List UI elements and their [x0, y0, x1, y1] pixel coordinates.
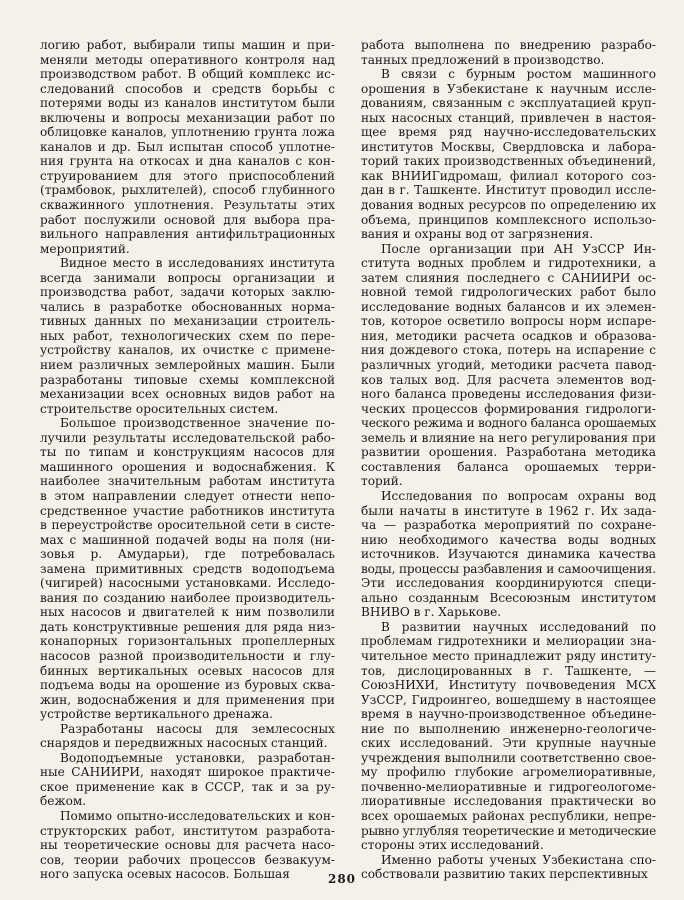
- text-line: почвенно-мелиоративные и гидрогеологоме-: [361, 779, 656, 794]
- text-line: разработаны типовые схемы комплексной: [40, 372, 335, 387]
- text-line: составления баланса орошаемых терри-: [361, 459, 656, 474]
- page-number: 280: [327, 872, 357, 886]
- text-line: вильного направления антифильтрационных: [40, 227, 336, 242]
- text-line: облицовке каналов, уплотнению грунта ложа: [40, 125, 335, 140]
- text-line: Именно работы ученых Узбекистана спо-: [381, 852, 656, 867]
- text-line: вания и охраны вод от загрязнения.: [361, 227, 594, 242]
- text-line: ного баланса проведены исследования физи-: [361, 387, 656, 402]
- text-line: устройству каналов, их очистке с примене-: [40, 343, 335, 358]
- text-line: логию работ, выбирали типы машин и при-: [40, 38, 336, 52]
- text-line: дан в г. Ташкенте. Институт проводил иссле-: [361, 183, 657, 198]
- text-line: потерями воды из каналов институтом были: [40, 96, 336, 111]
- text-line: ные САНИИРИ, находят широкое практиче-: [40, 765, 335, 780]
- text-line: жин, водоснабжения и для применения при: [40, 692, 335, 707]
- text-line: ВНИВО в г. Харькове.: [361, 605, 502, 620]
- text-line: ния дождевого стока, потерь на испарение с: [361, 343, 657, 358]
- text-line: ты по типам и конструкциям насосов для: [40, 445, 336, 460]
- text-line: каналов и др. Был испытан способ уплотне-: [40, 139, 336, 154]
- text-line: земель и влияние на него регулирования при: [361, 430, 656, 445]
- text-line: бежом.: [40, 794, 87, 809]
- text-line: лучили результаты исследовательской рабо-: [40, 430, 336, 445]
- text-line: мах с машинной подачей воды на поля (ни-: [40, 532, 335, 547]
- text-line: ально созданным Всесоюзным институтом: [361, 590, 657, 605]
- text-line: ков талых вод. Для расчета элементов вод-: [361, 372, 656, 387]
- text-line: проблемам гидротехники и мелиорации зна-: [361, 634, 656, 649]
- text-line: щее время ряд научно-исследовательских: [361, 125, 657, 140]
- text-line: ных работ, технологических схем по пере-: [40, 328, 336, 343]
- text-line: как ВНИИГидромаш, филиал которого соз-: [361, 168, 656, 183]
- text-line: строительстве оросительных систем.: [40, 401, 279, 416]
- text-line: сов, теории рабочих процессов безвакуум-: [40, 852, 335, 867]
- right-column: [361, 38, 656, 882]
- text-line: средственное участие работников института: [40, 503, 335, 518]
- text-line: чались в разработке обоснованных норма-: [40, 299, 336, 314]
- text-line: Помимо опытно-исследовательских и кон-: [60, 808, 335, 823]
- text-line: чительное место принадлежит ряду институ-: [361, 648, 657, 663]
- text-line: насосов разной производительности и глу-: [40, 648, 335, 663]
- text-line: торий.: [361, 474, 403, 489]
- text-line: ных насосных станций, привлечен в настоя-: [361, 110, 656, 125]
- text-line: ние по выполнению инженерно-геологиче-: [361, 721, 656, 736]
- text-line: скважинного уплотнения. Результаты этих: [40, 198, 335, 213]
- text-line: были начаты в институте в 1962 г. Их зада-: [361, 503, 657, 518]
- text-line: различных угодий, методики расчета павод-: [361, 358, 657, 373]
- text-line: воды, процессы разбавления и самоочищения.: [361, 561, 656, 576]
- text-line: Водоподъемные установки, разработан-: [60, 750, 335, 765]
- text-line: рывно углубляя теоретические и методические: [361, 823, 657, 838]
- text-line: собствовали развитию таких перспективных: [361, 867, 648, 882]
- text-line: дать конструктивные решения для ряда низ-: [40, 619, 335, 634]
- text-line: меняли методы оперативного контроля над: [40, 52, 335, 67]
- text-line: в переустройстве оросительной сети в систе-: [40, 518, 335, 533]
- text-line: производства работ, задачи которых заклю-: [40, 285, 336, 300]
- text-line: включены и вопросы механизации работ по: [40, 110, 335, 125]
- text-line: ских исследований. Эти крупные научные: [361, 736, 656, 751]
- text-line: зовья р. Амударьи), где потребовалась: [40, 547, 336, 562]
- text-line: производством работ. В общий комплекс ис-: [40, 67, 336, 82]
- text-line: тов, дислоцированных в г. Ташкенте, —: [361, 663, 657, 678]
- text-line: нием различных землеройных машин. Были: [40, 358, 336, 373]
- text-line: источников. Изучаются динамика качества: [361, 547, 657, 562]
- text-line: всегда занимали вопросы организации и: [40, 270, 335, 285]
- text-line: дованиям, связанным с эксплуатацией круп-: [361, 96, 657, 111]
- text-line: следований способов и средств борьбы с: [40, 81, 335, 96]
- text-line: торий таких производственных объединений,: [361, 154, 656, 169]
- text-line: дования водных ресурсов по определению их: [361, 198, 657, 213]
- text-line: подъема воды на орошение из буровых сква-: [40, 678, 336, 693]
- text-line: СоюзНИХИ, Институту почвоведения МСХ: [361, 678, 656, 693]
- text-line: нию необходимого качества воды водных: [361, 532, 656, 547]
- text-line: мероприятий.: [40, 241, 130, 256]
- text-line: ча — разработка мероприятий по сохране-: [361, 518, 657, 533]
- text-line: структорских работ, институтом разработа-: [40, 823, 335, 838]
- text-line: УзССР, Гидроингео, вошедшему в настоящее: [361, 692, 656, 707]
- text-line: развитии орошения. Разработана методика: [361, 445, 656, 460]
- text-line: бинных вертикальных осевых насосов для: [40, 663, 335, 678]
- text-line: время в научно-производственное объедине-: [361, 707, 656, 722]
- text-line: исследование водных балансов и их элемен-: [361, 299, 657, 314]
- text-line: объема, принципов комплексного использо-: [361, 212, 656, 227]
- text-line: струированием для этого приспособлений: [40, 168, 335, 183]
- text-line: лиоративные исследования практически во: [361, 794, 657, 809]
- text-line: устройстве вертикального дренажа.: [40, 707, 274, 722]
- text-line: конапорных горизонтальных пропеллерных: [40, 634, 335, 649]
- text-line: танных предложений в производство.: [361, 52, 605, 67]
- text-line: ния грунта на откосах и дна каналов с кон-: [40, 154, 335, 169]
- text-line: ного запуска осевых насосов. Большая: [40, 867, 290, 882]
- text-line: му профилю глубокие агромелиоративные,: [361, 765, 656, 780]
- text-line: затем слияния последнего с САНИИРИ ос-: [361, 270, 656, 285]
- text-line: институтов Москвы, Свердловска и лабора-: [361, 139, 656, 154]
- text-line: ститута водных проблем и гидротехники, а: [361, 256, 656, 271]
- text-line: ных насосов и двигателей к ним позволили: [40, 605, 335, 620]
- text-line: тов, которое осветило вопросы норм испаре-: [361, 314, 656, 329]
- text-line: В развитии научных исследований по: [381, 619, 656, 634]
- text-line: всех орошаемых районах республики, непре-: [361, 808, 657, 823]
- text-line: ческих процессов формирования гидрологи-: [361, 401, 656, 416]
- text-columns: [40, 38, 656, 882]
- text-line: После организации при АН УзССР Ин-: [381, 241, 656, 256]
- text-line: (чигирей) насосными установками. Исследо-: [40, 576, 335, 591]
- text-line: в этом направлении следует отнести непо-: [40, 488, 335, 503]
- text-line: Исследования по вопросам охраны вод: [381, 488, 656, 503]
- text-line: ческого режима и водного баланса орошаемых: [361, 416, 656, 431]
- text-line: учреждения выполнили соответственно свое-: [361, 750, 656, 765]
- text-line: новной темой гидрологических работ было: [361, 285, 656, 300]
- text-line: замена примитивных средств водоподъема: [40, 561, 335, 576]
- text-line: Эти исследования координируются специ-: [361, 576, 657, 591]
- text-line: Разработаны насосы для землесосных: [60, 721, 335, 736]
- left-column: [40, 38, 335, 882]
- text-line: наиболее значительным работам института: [40, 474, 335, 489]
- text-line: Большое производственное значение по-: [60, 416, 335, 431]
- text-line: тивных данных по механизации строитель-: [40, 314, 335, 329]
- text-line: машинного орошения и водоснабжения. К: [40, 459, 336, 474]
- text-line: орошения в Узбекистане к научным иссле-: [361, 81, 656, 96]
- text-line: В связи с бурным ростом машинного: [381, 67, 656, 82]
- text-line: снарядов и передвижных насосных станций.: [40, 736, 328, 751]
- text-line: (трамбовок, рыхлителей), способ глубинного: [40, 183, 336, 198]
- text-line: работ послужили основой для выбора пра-: [40, 212, 336, 227]
- text-line: Видное место в исследованиях института: [60, 256, 335, 271]
- text-line: ния, методики расчета осадков и образова-: [361, 328, 656, 343]
- text-line: ны теоретические основы для расчета насо-: [40, 838, 336, 853]
- text-line: стороны этих исследований.: [361, 838, 544, 853]
- text-line: вания по созданию наиболее производитель-: [40, 590, 335, 605]
- text-line: механизации всех основных видов работ на: [40, 387, 335, 402]
- text-line: работа выполнена по внедрению разрабо-: [361, 38, 657, 52]
- text-line: ское применение как в СССР, так и за ру-: [40, 779, 335, 794]
